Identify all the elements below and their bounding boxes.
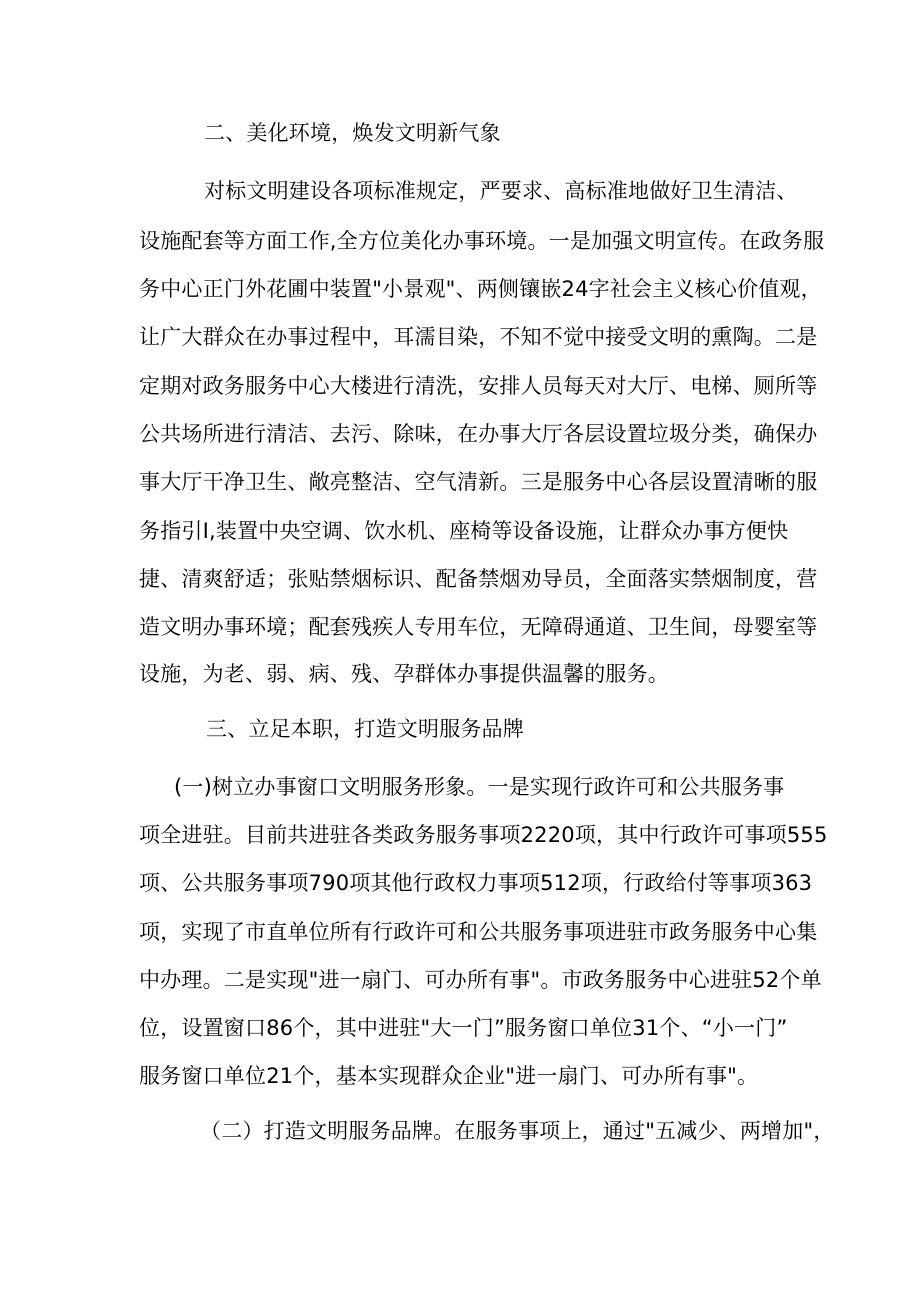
paragraph-line: （二）打造文明服务品牌。在服务事项上，通过"五减少、两增加"， xyxy=(200,1119,835,1143)
paragraph-line: 服务窗口单位21个，基本实现群众企业"进一扇门、可办所有事"。 xyxy=(139,1064,759,1088)
paragraph-line: 对标文明建设各项标准规定，严要求、高标准地做好卫生清洁、 xyxy=(204,179,798,203)
paragraph-line: 造文明办事环境；配套残疾人专用车位，无障碍通道、卫生间，母婴室等 xyxy=(139,615,818,639)
paragraph-line: 务中心正门外花圃中装置"小景观"、两侧镶嵌24字社会主义核心价值观， xyxy=(139,277,822,301)
paragraph-line: 设施，为老、弱、病、残、孕群体办事提供温馨的服务。 xyxy=(139,662,669,686)
paragraph-line: 项全进驻。目前共进驻各类政务服务事项2220项，其中行政许可事项555 xyxy=(139,823,828,847)
paragraph-line: 项、公共服务事项790项其他行政权力事项512项，行政给付等事项363 xyxy=(139,871,813,895)
paragraph-line: 位，设置窗口86个，其中进驻"大一门”服务窗口单位31个、“小一门” xyxy=(139,1016,788,1040)
paragraph-line: 设施配套等方面工作,全方位美化办事环境。一是加强文明宣传。在政务服 xyxy=(139,229,825,253)
paragraph-line: 捷、清爽舒适；张贴禁烟标识、配备禁烟劝导员，全面落实禁烟制度，营 xyxy=(139,567,818,591)
paragraph-line: (一)树立办事窗口文明服务形象。一是实现行政许可和公共服务事 xyxy=(174,775,785,799)
paragraph-line: 项，实现了市直单位所有行政许可和公共服务事项进驻市政务服务中心集 xyxy=(139,920,818,944)
paragraph-line: 定期对政务服务中心大楼进行清洗，安排人员每天对大厅、电梯、厕所等 xyxy=(139,374,818,398)
section-heading-beautify-environment: 二、美化环境，焕发文明新气象 xyxy=(204,121,501,145)
paragraph-line: 务指引I,装置中央空调、饮水机、座椅等设备设施，让群众办事方便快 xyxy=(139,519,789,543)
paragraph-line: 事大厅干净卫生、敞亮整洁、空气清新。三是服务中心各层设置清晰的服 xyxy=(139,470,818,494)
paragraph-line: 让广大群众在办事过程中，耳濡目染，不知不觉中接受文明的熏陶。二是 xyxy=(139,325,818,349)
section-heading-service-brand: 三、立足本职，打造文明服务品牌 xyxy=(206,717,524,741)
paragraph-line: 中办理。二是实现"进一扇门、可办所有事"。市政务服务中心进驻52个单 xyxy=(139,968,822,992)
paragraph-line: 公共场所进行清洁、去污、除味，在办事大厅各层设置垃圾分类，确保办 xyxy=(139,422,818,446)
